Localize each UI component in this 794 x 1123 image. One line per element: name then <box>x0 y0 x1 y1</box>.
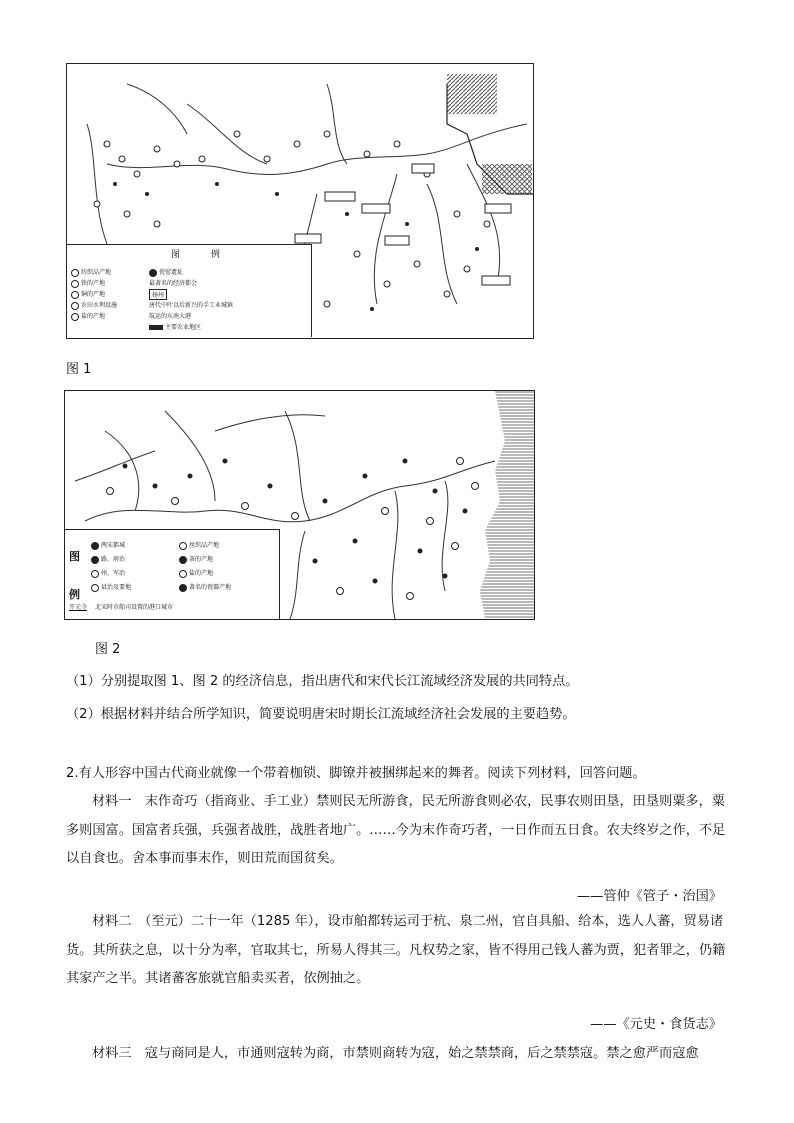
figure-1-label: 图 1 <box>66 362 92 377</box>
prefecture-icon <box>91 556 99 564</box>
textile-icon <box>71 269 79 277</box>
material-2: 材料二 （至元）二十一年（1285 年），设市舶都转运司于杭、泉二州，官自具船、给本，选人人蕃，贸易诸货。其所获之息，以十分为率，官取其七，所易人得其三。凡权势之家，皆不得用己钱人蕃为贾，犯者罪之，仍籍其家产之半。其诸蕃客旅就官船卖买者，依例抽之。 <box>66 914 726 986</box>
county-icon <box>91 584 99 592</box>
figure-1-map <box>66 63 534 339</box>
legend-item: 县治及要地 <box>91 582 131 592</box>
tea-icon <box>179 556 187 564</box>
legend-item: 两宋都城 <box>91 540 125 550</box>
legend-item: 农田水利设施 <box>71 300 117 310</box>
material-1: 材料一 末作奇巧（指商业、手工业）禁则民无所游食，民无所游食则必农，民事农则田垦，田垦则粟多，粟多则国富。国富者兵强，兵强者战胜，战胜者地广。……今为末作奇巧者，一日作而五日食。农夫终岁之作，不足以自食也。舍本事而事末作，则田荒而国贫矣。 <box>66 794 726 866</box>
legend-item: 铁的产地 <box>71 278 105 288</box>
figure-2-map <box>64 390 535 620</box>
capital-icon <box>91 542 99 550</box>
question-1: （1）分别提取图 1、图 2 的经济信息，指出唐代和宋代长江流域经济发展的共同特点。 <box>66 674 579 689</box>
question-2: （2）根据材料并结合所学知识，简要说明唐宋时期长江流域经济社会发展的主要趋势。 <box>66 707 576 722</box>
figure-2-legend <box>65 529 280 620</box>
problem-2-stem: 2.有人形容中国古代商业就像一个带着枷锁、脚镣并被捆绑起来的舞者。阅读下列材料，回答问题。 <box>66 766 646 781</box>
agri-zone-swatch <box>149 325 163 330</box>
legend-item: 路、府治 <box>91 554 125 564</box>
legend-item: 丝织品产地 <box>179 540 219 550</box>
legend-title: 图 例 <box>171 250 234 260</box>
legend-item: 瓷窑遗址 <box>149 267 183 277</box>
legend-item: 著名的瓷器产地 <box>179 582 231 592</box>
irrigation-icon <box>71 302 79 310</box>
figure-1-legend <box>67 244 312 337</box>
legend-item: 纺织品产地 <box>71 267 111 277</box>
material-2-source: ——《元史・食货志》 <box>590 1017 722 1032</box>
porcelain-icon <box>179 584 187 592</box>
legend-title: 图例 <box>69 550 80 601</box>
copper-icon <box>71 291 79 299</box>
legend-item: 盐的产地 <box>71 311 105 321</box>
legend-item: 州、军治 <box>91 568 125 578</box>
legend-note: 开元寺 <box>69 604 88 611</box>
legend-item: 盐的产地 <box>179 568 213 578</box>
salt-icon <box>179 570 187 578</box>
legend-item: 主要农业地区 <box>149 322 201 331</box>
legend-item: 唐代中叶以后新兴的手工业城镇 <box>149 302 234 309</box>
legend-item: 航运的东南大港 <box>149 313 192 320</box>
iron-icon <box>71 280 79 288</box>
legend-item: 北宋时市舶司设置的港口城市 <box>95 604 174 611</box>
figure-2-label: 图 2 <box>95 642 121 657</box>
legend-item-city-box: 扬州 <box>149 289 167 300</box>
legend-item: 茶的产地 <box>179 554 213 564</box>
silk-icon <box>179 542 187 550</box>
legend-item: 铜的产地 <box>71 289 105 299</box>
legend-item: 最著名的经济都会 <box>149 280 198 287</box>
material-1-source: ——管仲《管子・治国》 <box>576 889 722 904</box>
state-icon <box>91 570 99 578</box>
material-3: 材料三 寇与商同是人，市通则寇转为商，市禁则商转为寇，始之禁禁商，后之禁禁寇。禁之愈严而寇愈 <box>92 1046 699 1061</box>
kiln-icon <box>149 269 157 277</box>
salt-icon <box>71 313 79 321</box>
